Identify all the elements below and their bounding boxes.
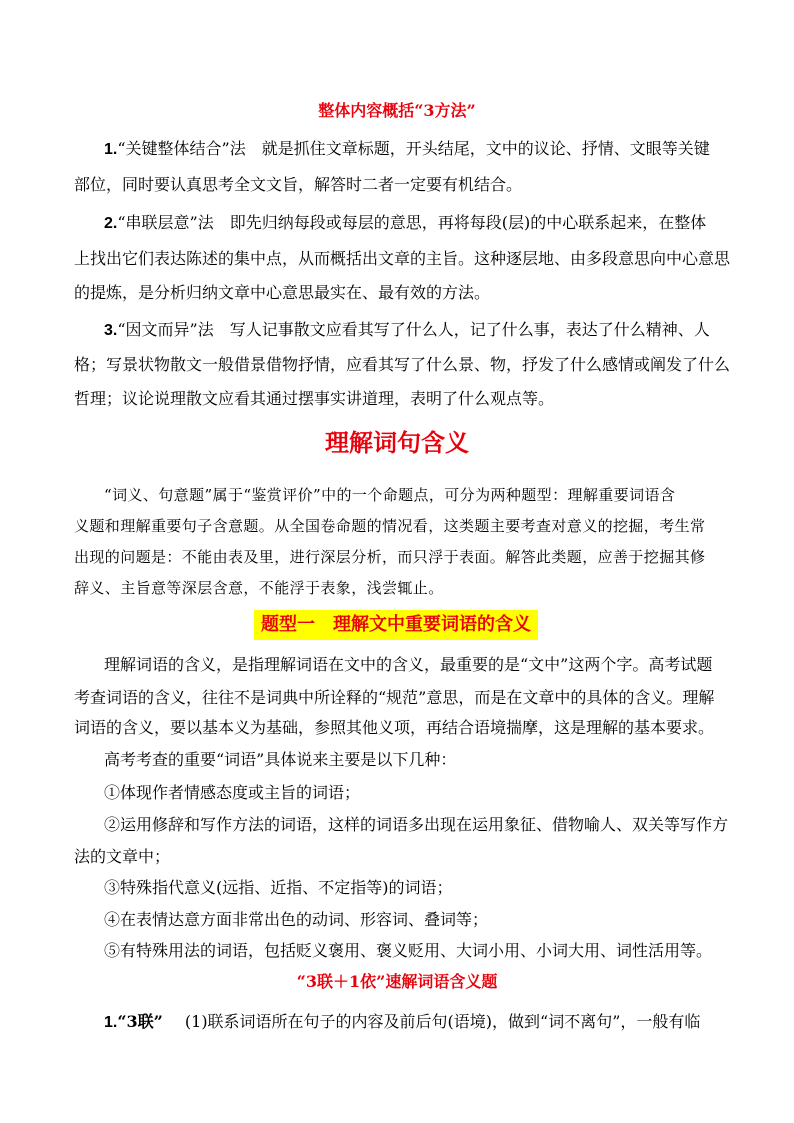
list-item-2-line-1: ②运用修辞和写作方法的词语，这样的词语多出现在运用象征、借物喻人、双关等写作方 xyxy=(104,815,729,834)
method-1-text-1: “关键整体结合”法 就是抓住文章标题，开头结尾，文中的议论、抒情、文眼等关键 xyxy=(117,139,710,158)
type-1-line-2: 考查词语的含义，往往不是词典中所诠释的“规范”意思，而是在文章中的具体的含义。理解 xyxy=(74,688,715,707)
method-1-line-2: 部位，同时要认真思考全文文旨，解答时二者一定要有机结合。 xyxy=(74,175,523,194)
list-item-4: ④在表情达意方面非常出色的动词、形容词、叠词等； xyxy=(104,910,489,929)
type-1-banner xyxy=(254,610,538,640)
method-3-number: 3. xyxy=(104,322,118,339)
list-item-5: ⑤有特殊用法的词语，包括贬义褒用、褒义贬用、大词小用、小词大用、词性活用等。 xyxy=(104,941,713,960)
intro-line-4: 辞义、主旨意等深层含意，不能浮于表象，浅尝辄止。 xyxy=(74,579,444,597)
method-3-text-1: “因文而异”法 写人记事散文应看其写了什么人，记了什么事，表达了什么精神、人 xyxy=(117,320,710,339)
method-2-text-1: “串联层意”法 即先归纳每段或每层的意思，再将每段(层)的中心联系起来，在整体 xyxy=(117,213,707,232)
sub-title: “3联＋1依”速解词语含义题 xyxy=(296,972,498,991)
method-3-line-1 xyxy=(104,320,710,341)
method-3-line-3: 哲理；议论说理散文应看其通过摆事实讲道理，表明了什么观点等。 xyxy=(74,389,555,408)
method-1-number: 1. xyxy=(104,141,118,158)
method-2-line-1 xyxy=(104,213,706,234)
last-text: (1)联系词语所在句子的内容及前后句(语境)，做到“词不离句”，一般有临 xyxy=(184,1012,701,1031)
type-1-banner-text: 题型一 理解文中重要词语的含义 xyxy=(261,614,531,635)
method-2-number: 2. xyxy=(104,215,118,232)
last-label: “3联” xyxy=(117,1012,163,1031)
method-3-line-2: 格；写景状物散文一般借景借物抒情，应看其写了什么景、物，抒发了什么感情或阐发了什么 xyxy=(74,355,731,374)
method-1-line-1 xyxy=(104,139,710,160)
last-line xyxy=(104,1012,700,1033)
intro-line-2: 义题和理解重要句子含意题。从全国卷命题的情况看，这类题主要考查对意义的挖掘，考生常 xyxy=(74,517,706,535)
method-2-line-2: 上找出它们表达陈述的集中点，从而概括出文章的主旨。这种逐层地、由多段意思向中心意思 xyxy=(74,249,731,268)
list-item-2-line-2: 法的文章中； xyxy=(74,847,171,866)
intro-line-1: “词义、句意题”属于“鉴赏评价”中的一个命题点，可分为两种题型：理解重要词语含 xyxy=(104,486,676,504)
type-1-line-3: 词语的含义，要以基本义为基础，参照其他义项，再结合语境揣摩，这是理解的基本要求。 xyxy=(74,718,715,737)
method-2-line-3: 的提炼，是分析归纳文章中心意思最实在、最有效的方法。 xyxy=(74,283,491,302)
list-item-1: ①体现作者情感态度或主旨的词语； xyxy=(104,783,361,802)
list-item-3: ③特殊指代意义(远指、近指、不定指等)的词语； xyxy=(104,878,453,897)
last-number: 1. xyxy=(104,1014,118,1031)
list-intro: 高考考查的重要“词语”具体说来主要是以下几种： xyxy=(104,750,457,769)
main-heading: 理解词句含义 xyxy=(325,429,469,457)
method-section-title: 整体内容概括“3方法” xyxy=(318,101,476,120)
type-1-line-1: 理解词语的含义，是指理解词语在文中的含义，最重要的是“文中”这两个字。高考试题 xyxy=(104,655,713,674)
intro-line-3: 出现的问题是：不能由表及里，进行深层分析，而只浮于表面。解答此类题，应善于挖掘其修 xyxy=(74,548,706,566)
